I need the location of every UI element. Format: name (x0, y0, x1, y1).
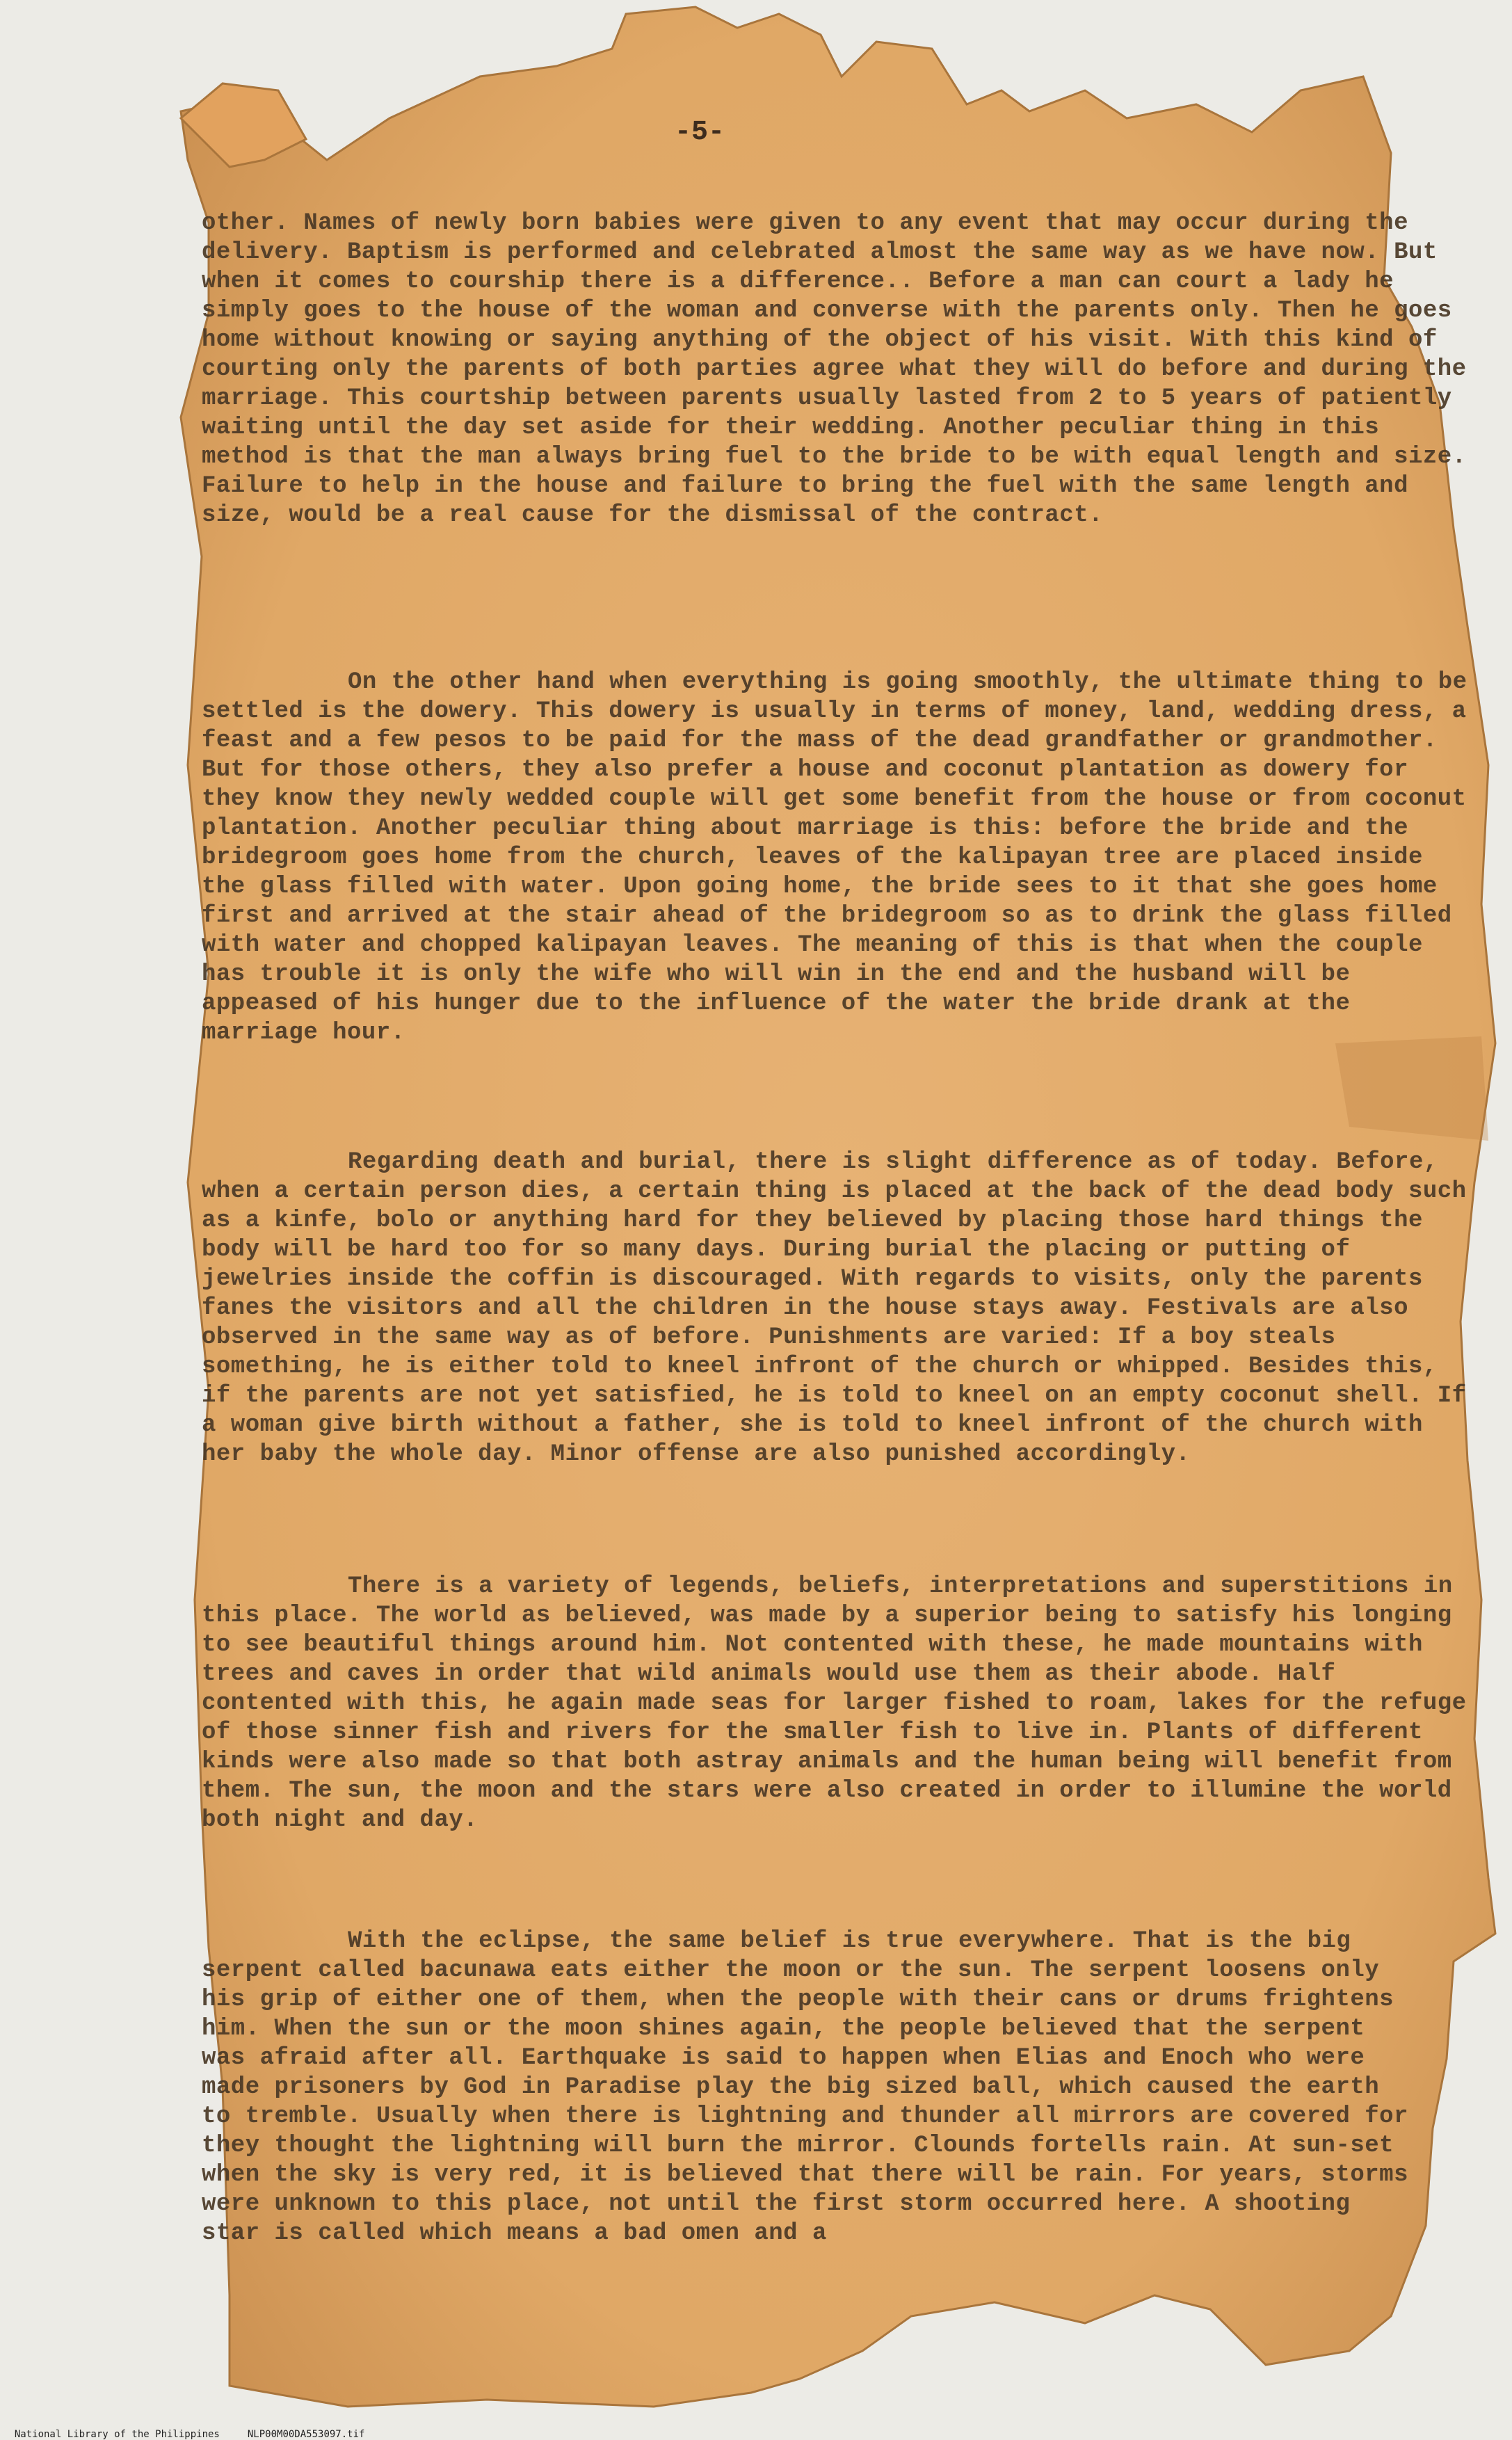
paragraph-4 (202, 1572, 1467, 1892)
footer-library: National Library of the Philippines (14, 2429, 220, 2440)
paragraph-4-text: There is a variety of legends, beliefs, interpretations and superstitions in this place. The world as believed, was made by a superior being to satisfy his longing to see beautiful things around him. Not contented with these, he made mountains with trees and caves in order that wild animals would use them as their abode. Half contented with this, he again made seas for larger fished to roam, lakes for the refuge of those sinner fish and rivers for the smaller fish to live in. Plants of different kinds were also made so that both astray animals and the human being will benefit from them. The sun, the moon and the stars were also created in order to illumine the world both night and day. (202, 1573, 1467, 1833)
page-number: -5- (675, 117, 725, 148)
footer-file: NLP00M00DA553097.tif (247, 2429, 365, 2440)
paragraph-5 (202, 1927, 1412, 2372)
paragraph-2-text: On the other hand when everything is going smoothly, the ultimate thing to be settled is the dowery. This dowery is usually in terms of money, land, wedding dress, a feast and a few pesos to be paid for the mass of the dead grandfather or grandmother. But for those others, they also prefer a house and coconut plantation as dowery for they know they newly wedded couple will get some benefit from the house or from coconut plantation. Another peculiar thing about marriage is this: before the bride and the bridegroom goes home from the church, leaves of the kalipayan tree are placed inside the glass filled with water. Upon going home, the bride sees to it that she goes home first and arrived at the stair ahead of the bridegroom so as to drink the glass filled with water and chopped kalipayan leaves. The meaning of this is that when the couple has trouble it is only the wife who will win in the end and the husband will be appeased of his hunger due to the influence of the water the bride drank at the marriage hour. (202, 669, 1467, 1046)
paragraph-3 (202, 1148, 1467, 1537)
paragraph-5-text: With the eclipse, the same belief is true everywhere. That is the big serpent called bacunawa eats either the moon or the sun. The serpent loosens only his grip of either one of them, when the people with their cans or drums frightens him. When the sun or the moon shines again, the people believed that the serpent was afraid after all. Earthquake is said to happen when Elias and Enoch who were made prisoners by God in Paradise play the big sized ball, which caused the earth to tremble. Usually when there is lightning and thunder all mirrors are covered for they thought the lightning will burn the mirror. Clounds fortells rain. At sun-set when the sky is very red, it is believed that there will be rain. For years, storms were unknown to this place, not until the first storm occurred here. A shooting star is called which means a bad omen and a (202, 1928, 1408, 2247)
paragraph-1 (202, 209, 1467, 661)
paragraph-2 (202, 668, 1467, 1141)
paragraph-1-text: other. Names of newly born babies were given to any event that may occur during the delivery. Baptism is performed and celebrated almost the same way as we have now. But when it comes to courship there is a difference.. Before a man can court a lady he simply goes to the house of the woman and converse with the parents only. Then he goes home without knowing or saying anything of the object of his visit. With this kind of courting only the parents of both parties agree what they will do before and during the marriage. This courtship between parents usually lasted from 2 to 5 years of patiently waiting until the day set aside for their wedding. Another peculiar thing in this method is that the man always bring fuel to the bride to be with equal length and size. Failure to help in the house and failure to bring the fuel with the same length and size, would be a real cause for the dismissal of the contract. (202, 210, 1467, 529)
scan-footer (3, 2418, 392, 2440)
paragraph-3-text: Regarding death and burial, there is slight difference as of today. Before, when a certain person dies, a certain thing is placed at the back of the dead body such as a kinfe, bolo or anything hard for they believed by placing those hard things the body will be hard too for so many days. During burial the placing or putting of jewelries inside the coffin is discouraged. With regards to visits, only the parents fanes the visitors and all the children in the house stays away. Festivals are also observed in the same way as of before. Punishments are varied: If a boy steals something, he is either told to kneel infront of the church or whipped. Besides this, if the parents are not yet satisfied, he is told to kneel on an empty coconut shell. If a woman give birth without a father, she is told to kneel infront of the church with her baby the whole day. Minor offense are also punished accordingly. (202, 1149, 1467, 1468)
